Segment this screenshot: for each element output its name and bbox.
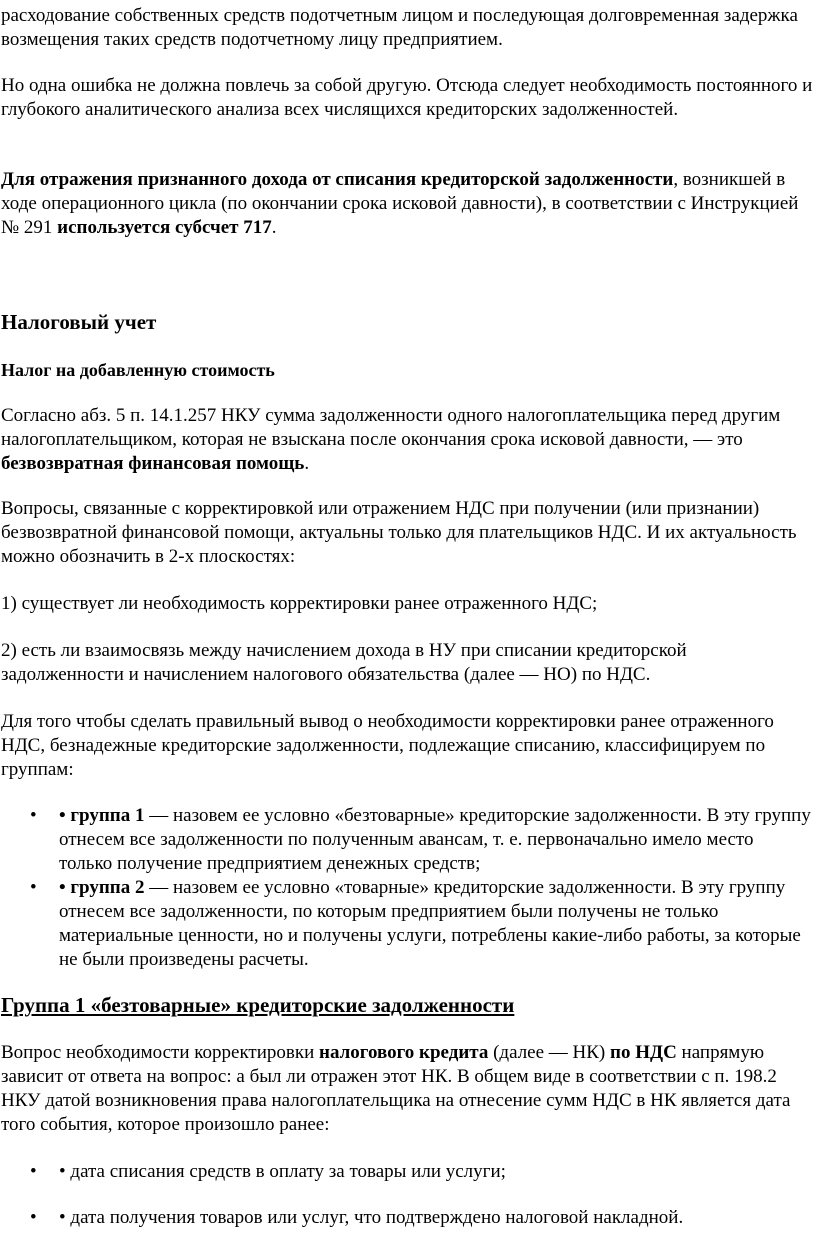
bullet-icon: •	[30, 1161, 37, 1182]
paragraph-question-1: 1) существует ли необходимость корректировки ранее отраженного НДС;	[1, 593, 598, 614]
list-item-event-1	[0, 1160, 811, 1184]
bullet-icon: •	[30, 1207, 37, 1228]
groups-list	[0, 804, 816, 972]
article-text: Согласно абз. 5 п. 14.1.257 НКУ сумма задолженности одного налогоплательщика перед другим налогоплательщиком, которая не взыскана после окончания срока исковой давности, — это	[1, 405, 781, 450]
paragraph-credit	[1, 1041, 813, 1137]
credit-text-3: напрямую зависит от ответа на вопрос: а был ли отражен этот НК. В общем виде в соответствии с п. 198.2 НКУ датой возникновения права налогоплательщика на отнесение сумм НДС в НК является дата того события, которое произошло ранее:	[1, 1042, 791, 1135]
events-list	[0, 1160, 816, 1230]
event-2-text: • дата получения товаров или услуг, что подтверждено налоговой накладной.	[59, 1207, 684, 1228]
income-text: , возникшей в ходе операционного цикла (по окончании срока исковой давности), в соответствии с Инструкцией № 291	[1, 169, 799, 238]
paragraph-classify: Для того чтобы сделать правильный вывод о необходимости корректировки ранее отраженного НДС, безнадежные кредиторские задолженности, подлежащие списанию, классифицируем по группам:	[1, 711, 774, 780]
group-2-text: — назовем ее условно «товарные» кредиторские задолженности. В эту группу отнесем все задолженности, по которым предприятием были получены не только материальные ценности, но и получены услуги, потреблены какие-либо работы, за которые не были произведены расчеты.	[59, 877, 801, 970]
bullet-icon: •	[30, 805, 37, 826]
paragraph-article	[1, 404, 813, 476]
bullet-icon: •	[30, 877, 37, 898]
heading-group-1: Группа 1 «безтоварные» кредиторские задолженности	[1, 993, 515, 1017]
heading-tax-accounting: Налоговый учет	[1, 310, 157, 334]
list-item-event-2	[0, 1206, 811, 1230]
group-2-label: • группа 2	[59, 877, 145, 898]
paragraph-intro-tail: расходование собственных средств подотчетным лицом и последующая долговременная задержка возмещения таких средств подотчетному лицу предприятием.	[1, 5, 798, 50]
group-1-label: • группа 1	[59, 805, 145, 826]
article-period: .	[304, 453, 310, 474]
group-1-text: — назовем ее условно «безтоварные» кредиторские задолженности. В эту группу отнесем все задолженности по полученным авансам, т. е. первоначально имело место только получение предприятием денежных средств;	[59, 805, 811, 874]
list-item-group-1	[0, 804, 811, 876]
paragraph-question-2: 2) есть ли взаимосвязь между начислением дохода в НУ при списании кредиторской задолженности и начислением налогового обязательства (далее — НО) по НДС.	[1, 640, 687, 685]
income-bold-text: Для отражения признанного дохода от списания кредиторской задолженности	[1, 169, 674, 190]
credit-bold-1: налогового кредита	[319, 1042, 489, 1063]
income-period: .	[271, 217, 277, 238]
heading-vat: Налог на добавленную стоимость	[1, 360, 275, 380]
paragraph-questions: Вопросы, связанные с корректировкой или отражением НДС при получении (или признании) безвозвратной финансовой помощи, актуальны только для плательщиков НДС. И их актуальность можно обозначить в 2-х плоскостях:	[1, 498, 797, 567]
list-item-group-2	[0, 876, 811, 972]
credit-text-1: Вопрос необходимости корректировки	[1, 1042, 320, 1063]
paragraph-income	[1, 168, 813, 240]
event-1-text: • дата списания средств в оплату за товары или услуги;	[59, 1161, 506, 1182]
paragraph-error: Но одна ошибка не должна повлечь за собой другую. Отсюда следует необходимость постоянного и глубокого аналитического анализа всех числящихся кредиторских задолженностей.	[1, 75, 813, 120]
article-bold-text: безвозвратная финансовая помощь	[1, 453, 305, 474]
subaccount-bold-text: используется субсчет 717	[57, 217, 272, 238]
credit-text-2: (далее — НК)	[488, 1042, 611, 1063]
credit-bold-2: по НДС	[610, 1042, 677, 1063]
